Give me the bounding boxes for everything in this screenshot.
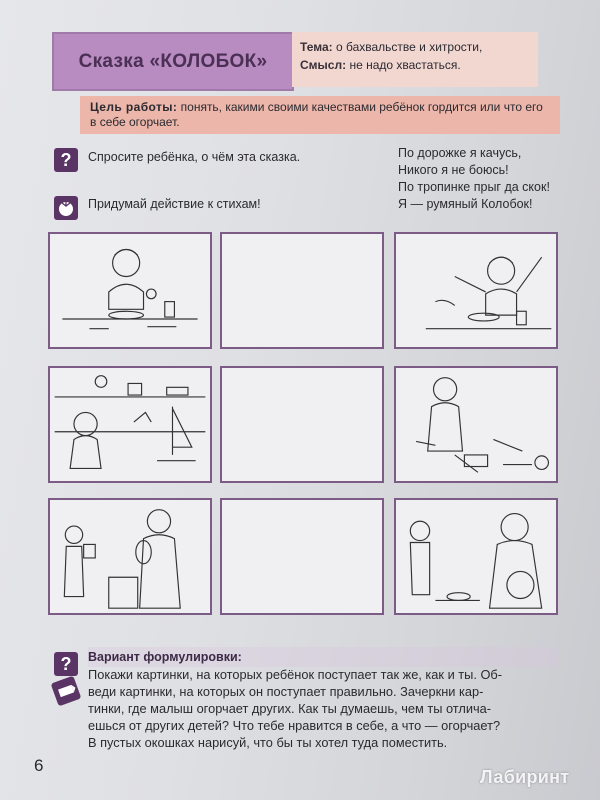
poem-line: Никого я не боюсь!	[398, 163, 509, 177]
theme-line	[300, 38, 530, 56]
watermark: Лабиринт	[480, 767, 570, 787]
question-icon	[54, 652, 78, 676]
picture-boy-eating	[48, 232, 212, 349]
theme-box	[292, 32, 538, 87]
question-icon	[54, 148, 78, 172]
meaning-line	[300, 56, 530, 74]
page-number: 6	[34, 756, 44, 775]
poem	[398, 145, 550, 213]
boy-toys-drawing	[50, 368, 210, 481]
poem-line: Я — румяный Колобок!	[398, 197, 533, 211]
meaning-value: не надо хвастаться.	[349, 58, 461, 72]
tomato-icon	[54, 196, 78, 220]
variant-line: Покажи картинки, на которых ребёнок поступает так же, как и ты. Об-	[88, 667, 502, 682]
variant-title: Вариант формулировки:	[88, 650, 242, 664]
empty-drawing-box	[220, 498, 384, 615]
goal-label: Цель работы:	[90, 100, 178, 114]
variant-line: тинки, где малыш огорчает других. Как ты думаешь, чем ты отлича-	[88, 701, 492, 716]
question-prompt: Спросите ребёнка, о чём эта сказка.	[88, 150, 301, 164]
variant-line: ешься от других детей? Что тебе нравится в себе, а что — огорчает?	[88, 718, 501, 733]
mother-sad-drawing	[396, 500, 556, 613]
picture-boy-helping	[48, 498, 212, 615]
question-icon-glyph: ?	[60, 653, 72, 674]
question-icon-glyph: ?	[60, 149, 72, 170]
poem-line: По тропинке прыг да скок!	[398, 180, 550, 194]
picture-boy-mess	[394, 366, 558, 483]
empty-drawing-box	[220, 366, 384, 483]
goal-box	[80, 96, 560, 134]
action-prompt: Придумай действие к стихам!	[88, 197, 261, 211]
goal-text: понять, какими своими качествами ребёнок гордится или что его в себе огорчает.	[90, 100, 543, 129]
picture-boy-toys	[48, 366, 212, 483]
pencil-icon	[51, 676, 82, 707]
page-title-text: Сказка «КОЛОБОК»	[78, 50, 268, 72]
variant-line: В пустых окошках нарисуй, что бы ты хотел туда поместить.	[88, 735, 448, 750]
empty-drawing-box	[220, 232, 384, 349]
boy-eating-drawing	[50, 234, 210, 347]
poem-line: По дорожке я качусь,	[398, 146, 522, 160]
theme-value: о бахвальстве и хитрости,	[335, 40, 483, 54]
variant-text	[88, 666, 558, 751]
picture-boy-spilling	[394, 232, 558, 349]
boy-spilling-drawing	[396, 234, 556, 347]
picture-mother-sad	[394, 498, 558, 615]
theme-label: Тема:	[300, 40, 333, 54]
boy-helping-drawing	[50, 500, 210, 613]
page-title	[52, 32, 294, 91]
variant-line: веди картинки, на которых он поступает правильно. Зачеркни кар-	[88, 684, 484, 699]
meaning-label: Смысл:	[300, 58, 347, 72]
boy-mess-drawing	[396, 368, 556, 481]
